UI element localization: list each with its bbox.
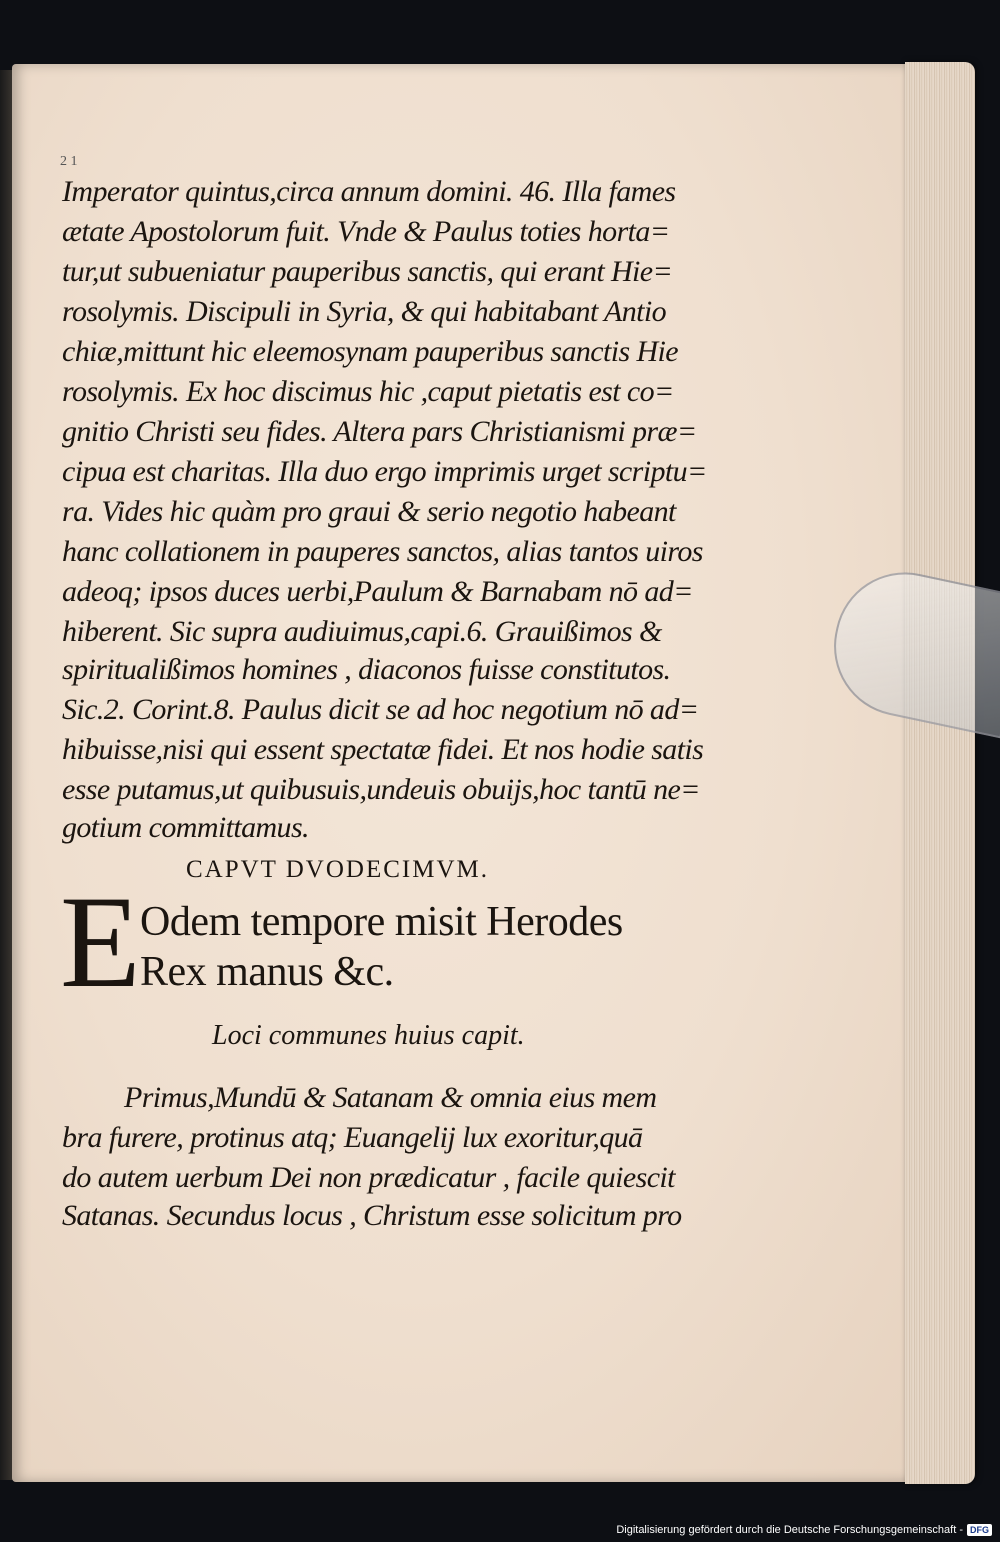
dfg-logo: DFG: [967, 1524, 992, 1536]
text-line: Sic.2. Corint.8. Paulus dicit se ad hoc negotium nō ad=: [62, 693, 699, 726]
text-line: bra furere, protinus atq; Euangelij lux exoritur,quā: [62, 1121, 643, 1154]
text-line: hiberent. Sic supra audiuimus,capi.6. Grauißimos &: [62, 615, 662, 648]
text-line: gotium committamus.: [62, 811, 309, 844]
digitization-footer: [616, 1524, 992, 1536]
text-line: tur,ut subueniatur pauperibus sanctis, qui erant Hie=: [62, 255, 673, 288]
text-line: cipua est charitas. Illa duo ergo imprimis urget scriptu=: [62, 455, 707, 488]
text-line: Imperator quintus,circa annum domini. 46. Illa fames: [62, 175, 676, 208]
chapter-heading: CAPVT DVODECIMVM.: [186, 856, 490, 883]
chapter-opening-line: Odem tempore misit Herodes: [140, 899, 623, 945]
corner-mark: 2 1: [60, 154, 78, 169]
text-line: rosolymis. Ex hoc discimus hic ,caput pietatis est co=: [62, 375, 674, 408]
footer-credit: Digitalisierung gefördert durch die Deutsche Forschungsgemeinschaft -: [616, 1524, 963, 1536]
text-line: Primus,Mundū & Satanam & omnia eius mem: [124, 1081, 657, 1114]
section-subheading: Loci communes huius capit.: [212, 1020, 525, 1051]
chapter-opening-line: Rex manus &c.: [140, 949, 394, 995]
text-line: spiritualißimos homines , diaconos fuisse constitutos.: [62, 653, 671, 686]
text-line: chiæ,mittunt hic eleemosynam pauperibus sanctis Hie: [62, 335, 678, 368]
text-line: Satanas. Secundus locus , Christum esse solicitum pro: [62, 1199, 682, 1232]
text-line: gnitio Christi seu fides. Altera pars Christianismi præ=: [62, 415, 697, 448]
text-line: ra. Vides hic quàm pro graui & serio negotio habeant: [62, 495, 676, 528]
text-line: esse putamus,ut quibusuis,undeuis obuijs,hoc tantū ne=: [62, 773, 700, 806]
text-line: hanc collationem in pauperes sanctos, alias tantos uiros: [62, 535, 703, 568]
text-line: rosolymis. Discipuli in Syria, & qui habitabant Antio: [62, 295, 667, 328]
text-line: hibuisse,nisi qui essent spectatæ fidei. Et nos hodie satis: [62, 733, 704, 766]
text-line: ætate Apostolorum fuit. Vnde & Paulus toties horta=: [62, 215, 670, 248]
text-line: do autem uerbum Dei non prædicatur , facile quiescit: [62, 1161, 675, 1194]
drop-capital: E: [60, 868, 141, 1015]
text-line: adeoq; ipsos duces uerbi,Paulum & Barnabam nō ad=: [62, 575, 693, 608]
